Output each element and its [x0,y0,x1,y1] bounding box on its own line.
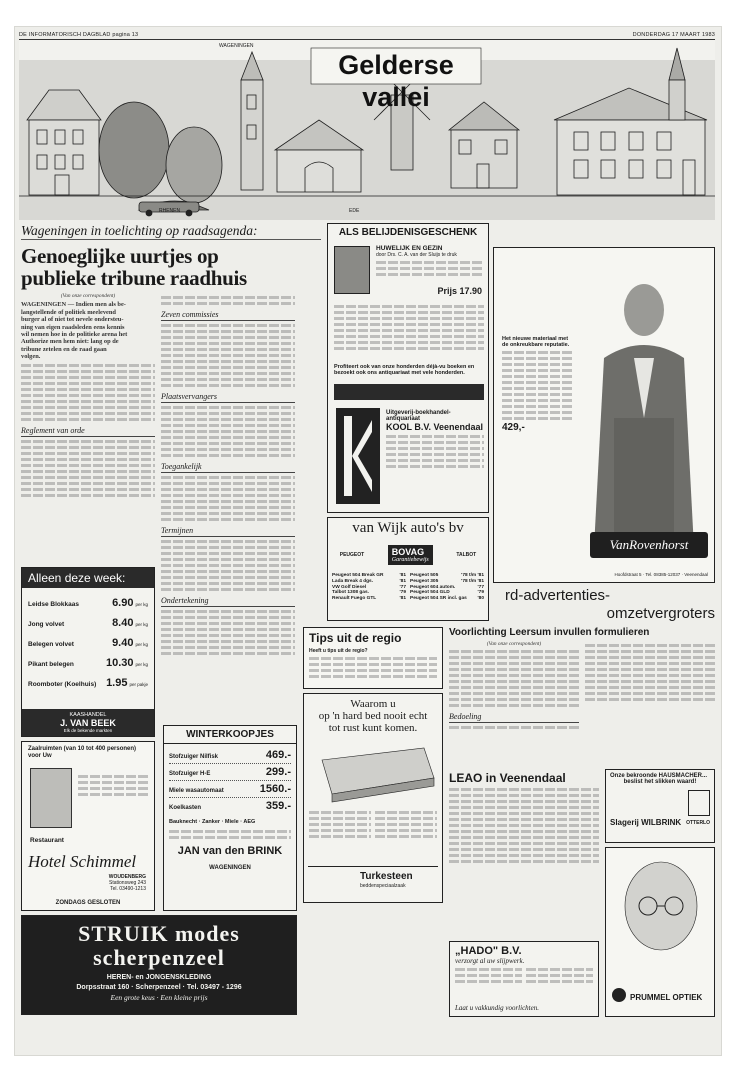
vanwijk-cars-right [410,573,484,602]
hotel-sketch-image [30,768,72,828]
leersum-byline: (Van onze correspondent) [486,641,542,647]
car-row: Peugeot 504 SR incl. gas '80 [410,596,484,602]
author-photo [334,246,370,294]
belijdenis-book: HUWELIJK EN GEZIN [376,245,443,252]
kool-line-2: KOOL B.V. Veenendaal [386,422,484,432]
ad-prices-title: Alleen deze week: [22,568,154,588]
article-leersum [449,627,715,729]
rd-slogan [505,587,715,623]
winterkoopjes-list [164,744,296,817]
ad-vanwijk [327,517,489,621]
price-item: Leidse Blokkaas 6.90 per kg [28,597,148,609]
schimmel-headline: Zaalruimten (van 10 tot 400 personen) voor Uw [28,746,137,759]
rovenhorst-address: Hoofdstraat 5 · Tel. 08385-12037 · Veenendaal [614,572,708,577]
car-row: Peugeot 504 Break GR '81 [332,573,406,578]
article-byline: (Van onze correspondent) [60,293,116,299]
hado-tagline: Laat u vakkundig voorlichten. [455,1004,539,1012]
section-rule [21,239,321,240]
car-row: Talbot 1308 gas. '79 [332,590,406,596]
banner-title: Gelderse vallei [338,50,454,112]
subhead-ondertekening: Ondertekening [161,596,295,607]
wilbrink-sub: beslist het slikken waard! [623,779,697,785]
box-tips-regio [303,627,443,689]
article-column-1 [21,293,155,497]
mattress-image [304,738,444,808]
wilbrink-badge [688,790,710,816]
winterkoopjes-item: Koelkasten 359.- [169,800,291,812]
optiek-illustration [606,854,716,974]
rovenhorst-logo: VanRovenhorst [590,532,708,558]
article-column-2 [161,293,295,655]
turkesteen-line-2: op 'n hard bed nooit echt [318,710,428,722]
bovag-logo: BOVAG Garantiebewijs [388,545,433,565]
rovenhorst-intro: Het nieuwe materiaal met de onkreukbare reputatie. [502,336,570,348]
rovenhorst-price: 429,- [502,422,525,433]
turkesteen-shop: Turkesteen [360,871,413,882]
ad-belijdenisgeschenk [327,223,489,513]
schimmel-restaurant: Restaurant [30,837,64,844]
car-row: Peugeot 505 '78 t/m '81 [410,573,484,578]
winterkoopjes-item: Stofzuiger Nilfisk 469.- [169,747,291,764]
price-item: Pikant belegen 10.30 per kg [28,657,148,669]
ad-cheese-prices [21,567,155,737]
headline-line-1: Genoeglijke uurtjes op [21,244,219,268]
subhead-commissies: Zeven commissies [161,310,295,321]
ad-hado [449,941,599,1017]
ad-wilbrink [605,769,715,843]
peugeot-logo: PEUGEOT [339,552,365,558]
newspaper-page [14,26,722,1056]
hado-title: „HADO" B.V. [455,945,522,957]
regio-title: Tips uit de regio [309,631,402,645]
headline-line-2: publieke tribune raadhuis [21,266,247,290]
header-left: DE INFORMATORISCH DAGBLAD pagina 13 [19,32,139,38]
struik-address: Dorpsstraat 160 · Scherpenzeel · Tel. 03497 - 1296 [76,984,242,991]
ad-prices-shop: KAASHANDEL J. VAN BEEK Elk de bekende markten [22,709,154,736]
kool-line-1: Uitgeverij-boekhandel-antiquariaat [386,410,451,422]
article-leao [449,771,599,863]
belijdenis-price: Prijs 17.90 [437,286,482,296]
leao-headline: LEAO in Veenendaal [449,771,566,785]
car-row: VW Golf Diesel '77 [332,584,406,590]
wilbrink-shop: Slagerij WILBRINK [610,818,682,827]
struik-line-1: STRUIK modes [78,921,240,946]
kool-logo [336,408,380,504]
prummel-logo-icon [612,988,626,1002]
hado-sub: verzorgt al uw slijpwerk. [455,957,525,965]
winterkoopjes-town: WAGENINGEN [209,865,251,871]
subhead-plaatsvervangers: Plaatsvervangers [161,392,295,403]
belijdenis-title: ALS BELIJDENISGESCHENK [338,227,478,238]
schimmel-address: WOUDENBERG Stationsweg 243 Tel. 03490-1213 [108,874,146,892]
rd-line-2: omzetvergroters [606,605,715,622]
regio-intro: Heeft u tips uit de regio? [309,648,368,654]
struik-line-2: scherpenzeel [93,945,225,970]
schimmel-closed: ZONDAGS GESLOTEN [55,900,121,906]
belijdenis-dark-strip [334,384,484,400]
rd-line-1: rd-advertenties- [505,587,611,604]
vanwijk-title: van Wijk auto's bv [352,520,464,536]
winterkoopjes-item: Stofzuiger H-E 299.- [169,764,291,781]
car-row: Renault Fuego GTL '81 [332,596,406,602]
winterkoopjes-services: Bauknecht · Zanker · Miele · AEG [169,819,256,825]
car-row: Peugeot 504 GLD '79 [410,590,484,596]
schimmel-name: Hotel Schimmel [28,852,137,871]
ad-winterkoopjes [163,725,297,911]
article-headline [21,245,321,289]
struik-slogan: Een grote keus · Een kleine prijs [110,993,208,1002]
price-item: Jong volvet 8.40 per kg [28,617,148,629]
belijdenis-book-author: door Drs. C. A. van der Sluijs te druk [376,252,457,258]
banner-label-rhenen: RHENEN [159,208,181,214]
kool-logo-icon [336,408,380,504]
ad-struik-modes [21,915,297,1015]
winterkoopjes-title: WINTERKOOPJES [164,726,296,744]
price-list [22,592,154,692]
subhead-termijnen: Termijnen [161,526,295,537]
section-label: Wageningen in toelichting op raadsagenda: [21,223,258,238]
turkesteen-sub: beddenspeciaalzaak [360,883,406,889]
belijdenis-promo: Profiteert ook van onze honderden déjà-vu boeken en bezoekt ook ons antiquariaat met vele honderden. [334,364,475,376]
turkesteen-line-3: tot rust kunt komen. [328,722,418,734]
car-row: Peugeot 305 '78 t/m '81 [410,578,484,584]
turkesteen-line-1: Waarom u [350,698,396,710]
vanwijk-car-lists [328,571,488,604]
article-lead: WAGENINGEN — Indien men als be- langstellende of politiek meelevend burger al of niet tot nevele ondersteu- ning van eigen raadsleden eens kennis wil nemen hoe in de politieke arena het Authorize men hem niet: lang op de tribune zetelen en de raad gaan volgen. [21,301,128,361]
ad-vanrovenhorst [493,247,715,583]
winterkoopjes-shop: JAN van den BRINK [177,845,283,857]
struik-line-3: HEREN- en JONGENSKLEDING [106,974,212,981]
ad-hotel-schimmel [21,741,155,911]
header-date: DONDERDAG 17 MAART 1983 [632,32,715,38]
leersum-subhead: Bedoeling [449,712,579,723]
winterkoopjes-item: Miele wasautomaat 1560.- [169,781,291,798]
subhead-toegankelijk: Toegankelijk [161,462,295,473]
subhead-reglement: Reglement van orde [21,426,155,437]
car-row: Lada Break 4 dgs. '81 [332,578,406,584]
wilbrink-town: OTTERLO [686,820,710,826]
banner-label-wageningen: WAGENINGEN [219,43,254,49]
talbot-logo: TALBOT [456,552,477,558]
price-item: Belegen volvet 9.40 per kg [28,637,148,649]
banner-illustration [19,40,715,220]
ad-prummel [605,847,715,1017]
vanwijk-cars-left [332,573,406,602]
prummel-shop: PRUMMEL OPTIEK [630,993,703,1002]
ad-turkesteen [303,693,443,903]
wilbrink-title: Onze bekroonde HAUSMACHER... [610,773,708,779]
banner-label-ede: EDE [349,208,360,214]
leersum-headline: Voorlichting Leersum invullen formulieren [449,627,650,638]
price-item: Roomboter (Koelhuis) 1.95 per pakje [28,677,148,689]
car-row: Peugeot 604 autom. '77 [410,584,484,590]
